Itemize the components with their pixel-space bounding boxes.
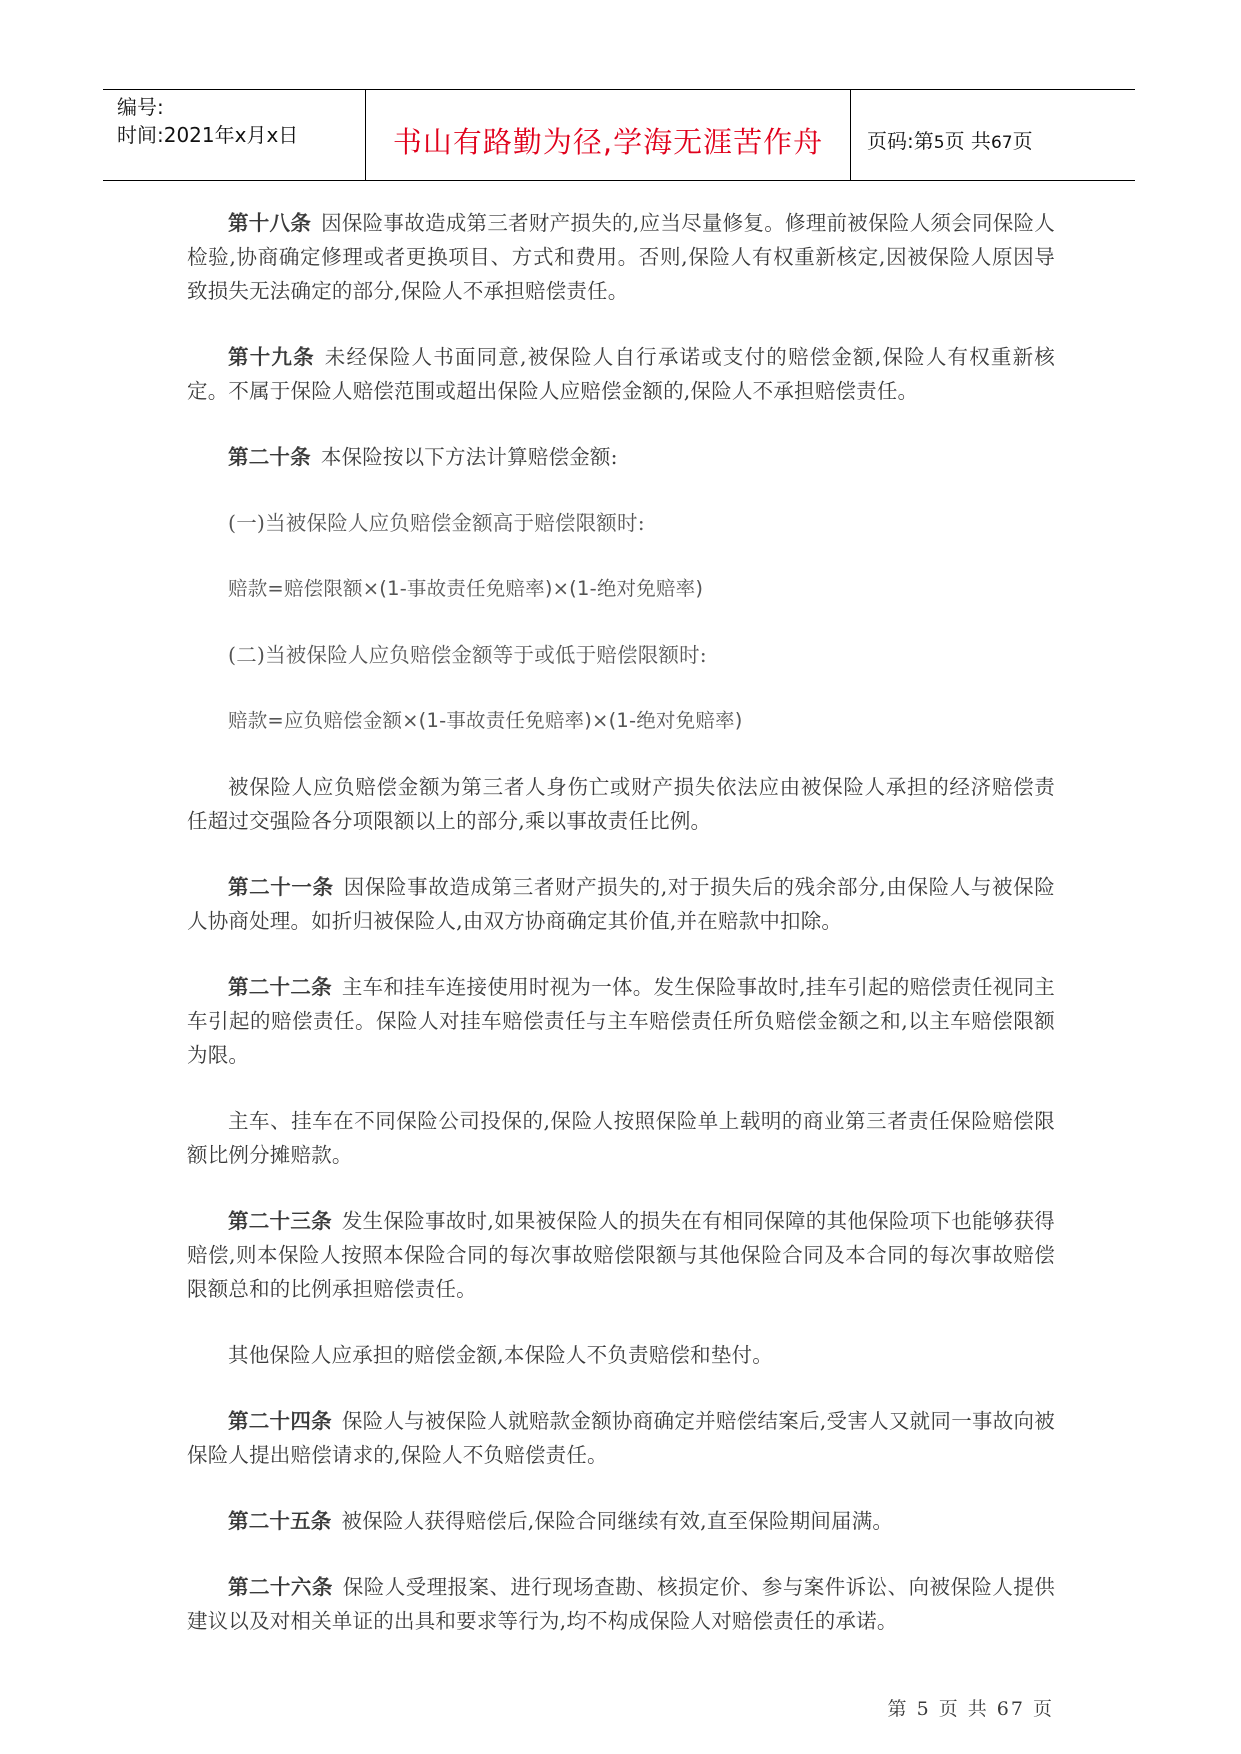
clause-paragraph	[187, 1104, 1055, 1172]
paragraph-text: 被保险人应负赔偿金额为第三者人身伤亡或财产损失依法应由被保险人承担的经济赔偿责任超过交强险各分项限额以上的部分,乘以事故责任比例。	[187, 775, 1055, 833]
article-text: 主车和挂车连接使用时视为一体。发生保险事故时,挂车引起的赔偿责任视同主车引起的赔偿责任。保险人对挂车赔偿责任与主车赔偿责任所负赔偿金额之和,以主车赔偿限额为限。	[187, 975, 1056, 1067]
page-middle: 页 共	[944, 129, 991, 153]
article-number: 第二十五条	[228, 1509, 332, 1533]
page-suffix: 页	[1012, 129, 1033, 153]
article-number: 第二十四条	[228, 1409, 332, 1433]
article-text: 本保险按以下方法计算赔偿金额:	[320, 445, 618, 469]
clause-paragraph	[187, 340, 1055, 408]
page-footer: 第 5 页 共 67 页	[887, 1698, 1054, 1720]
clause-paragraph	[187, 1204, 1055, 1306]
header-motto-cell	[366, 90, 851, 180]
clause-paragraph	[187, 770, 1055, 838]
clause-paragraph	[187, 1570, 1055, 1638]
formula-text: 赔款=应负赔偿金额×(1-事故责任免赔率)×(1-绝对免赔率)	[228, 709, 743, 732]
page-total: 67	[990, 133, 1013, 153]
article-number: 第二十六条	[228, 1575, 333, 1599]
sub-clause-paragraph	[187, 638, 1055, 672]
formula-paragraph	[187, 572, 1055, 606]
header-page-cell	[851, 90, 1135, 180]
formula-paragraph	[187, 704, 1055, 738]
sub-clause-text: (一)当被保险人应负赔偿金额高于赔偿限额时:	[228, 511, 645, 535]
clause-paragraph	[187, 206, 1055, 308]
paragraph-text: 主车、挂车在不同保险公司投保的,保险人按照保险单上载明的商业第三者责任保险赔偿限额比例分摊赔款。	[187, 1109, 1055, 1167]
article-text: 未经保险人书面同意,被保险人自行承诺或支付的赔偿金额,保险人有权重新核定。不属于保险人赔偿范围或超出保险人应赔偿金额的,保险人不承担赔偿责任。	[187, 345, 1055, 403]
article-number: 第二十三条	[228, 1209, 332, 1233]
article-text: 发生保险事故时,如果被保险人的损失在有相同保障的其他保险项下也能够获得赔偿,则本保险人按照本保险合同的每次事故赔偿限额与其他保险合同及本合同的每次事故赔偿限额总和的比例承担赔偿责任。	[187, 1209, 1056, 1301]
serial-number-label: 编号:	[117, 95, 164, 119]
article-number: 第十九条	[228, 345, 315, 369]
header-page-number	[867, 125, 1033, 154]
clause-paragraph	[187, 1338, 1055, 1372]
sub-clause-text: (二)当被保险人应负赔偿金额等于或低于赔偿限额时:	[228, 643, 707, 667]
sub-clause-paragraph	[187, 506, 1055, 540]
article-text: 被保险人获得赔偿后,保险合同继续有效,直至保险期间届满。	[341, 1509, 894, 1533]
article-number: 第二十条	[228, 445, 311, 469]
document-body	[187, 206, 1055, 1670]
page-current: 5	[933, 133, 945, 153]
article-number: 第二十二条	[228, 975, 332, 999]
article-text: 保险人受理报案、进行现场查勘、核损定价、参与案件诉讼、向被保险人提供建议以及对相关单证的出具和要求等行为,均不构成保险人对赔偿责任的承诺。	[187, 1575, 1055, 1633]
page-prefix: 页码:第	[867, 129, 934, 153]
article-text: 因保险事故造成第三者财产损失的,对于损失后的残余部分,由保险人与被保险人协商处理。如折归被保险人,由双方协商确定其价值,并在赔款中扣除。	[187, 875, 1056, 933]
date-label: 时间:2021年x月x日	[117, 123, 299, 147]
formula-text: 赔款=赔偿限额×(1-事故责任免赔率)×(1-绝对免赔率)	[228, 577, 704, 600]
article-text: 保险人与被保险人就赔款金额协商确定并赔偿结案后,受害人又就同一事故向被保险人提出赔偿请求的,保险人不负赔偿责任。	[187, 1409, 1056, 1467]
article-text: 因保险事故造成第三者财产损失的,应当尽量修复。修理前被保险人须会同保险人检验,协商确定修理或者更换项目、方式和费用。否则,保险人有权重新核定,因被保险人原因导致损失无法确定的部分,保险人不承担赔偿责任。	[187, 211, 1055, 303]
clause-paragraph	[187, 870, 1055, 938]
clause-paragraph	[187, 440, 1055, 474]
article-number: 第二十一条	[228, 875, 334, 899]
motto-text: 书山有路勤为径,学海无涯苦作舟	[392, 125, 824, 159]
paragraph-text: 其他保险人应承担的赔偿金额,本保险人不负责赔偿和垫付。	[228, 1343, 773, 1367]
clause-paragraph	[187, 970, 1055, 1072]
article-number: 第十八条	[228, 211, 312, 235]
clause-paragraph	[187, 1404, 1055, 1472]
clause-paragraph	[187, 1504, 1055, 1538]
document-header	[103, 89, 1135, 181]
header-meta-cell	[103, 90, 366, 180]
